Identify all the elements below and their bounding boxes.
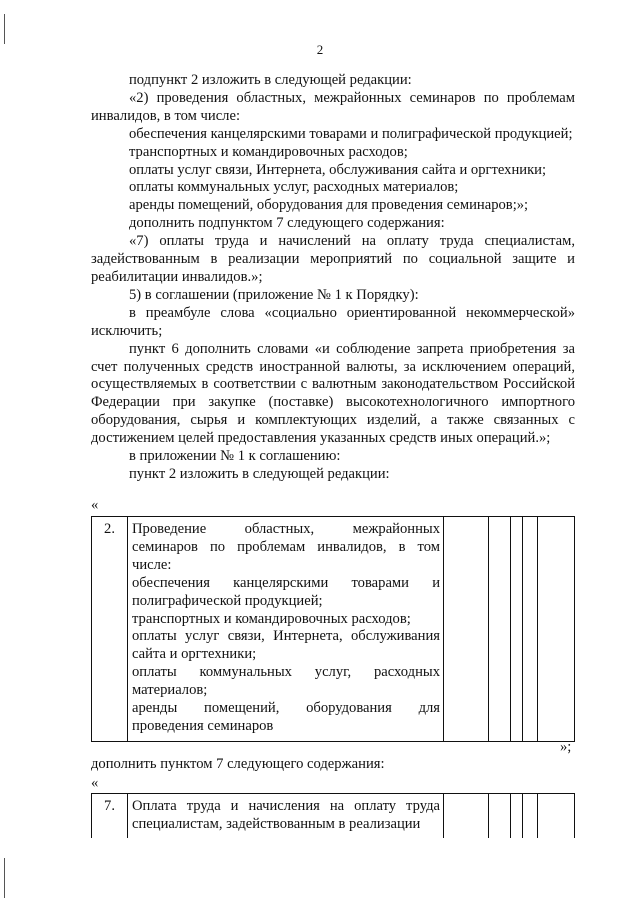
item-content: Оплата труда и начисления на оплату труда специалистам, задействованным в реализации: [128, 794, 444, 839]
paragraph: в приложении № 1 к соглашению:: [129, 448, 341, 465]
item-line: обеспечения канцелярскими товарами и полиграфической продукцией;: [132, 574, 440, 609]
paragraph: подпункт 2 изложить в следующей редакции:: [129, 72, 412, 88]
table-row: [92, 794, 575, 839]
paragraph: обеспечения канцелярскими товарами и полиграфической продукцией;: [129, 125, 573, 142]
empty-cell: [489, 794, 511, 839]
paragraph: в преамбуле слова «социально ориентированной некоммерческой» исключить;: [91, 304, 575, 339]
empty-cell: [511, 794, 523, 839]
open-quote: «: [91, 497, 99, 513]
paragraph: 5) в соглашении (приложение № 1 к Порядку):: [129, 286, 419, 303]
empty-cell: [511, 517, 523, 742]
paragraph: транспортных и командировочных расходов;: [129, 143, 408, 160]
empty-cell: [538, 794, 575, 839]
table-row: [92, 517, 575, 742]
table-item-7: [91, 793, 575, 838]
paragraph: пункт 6 дополнить словами «и соблюдение запрета приобретения за счет полученных средств иностранной валюты, за исключением операций, осуществляемых в соответствии с валютным законодательством Российской Федерации при закупке (поставке) высокотехнологичного импортного оборудования, сырья и комплектующих изделий, а также связанных с достижением целей предоставления указанных средств иных операций.»;: [91, 340, 575, 447]
empty-cell: [538, 517, 575, 742]
paragraph: аренды помещений, оборудования для проведения семинаров;»;: [129, 197, 529, 214]
empty-cell: [444, 794, 489, 839]
paragraph: «7) оплаты труда и начислений на оплату труда специалистам, задействованным в реализации мероприятий по социальной защите и реабилитации инвалидов.»;: [91, 233, 575, 285]
table-item-2: [91, 516, 575, 742]
paragraph: пункт 2 изложить в следующей редакции:: [129, 465, 390, 482]
paragraph: дополнить подпунктом 7 следующего содержания:: [129, 215, 445, 232]
scan-edge-mark: [4, 858, 5, 898]
item-line: оплаты услуг связи, Интернета, обслуживания сайта и оргтехники;: [132, 628, 440, 663]
open-quote: «: [91, 775, 99, 791]
item-line: Проведение областных, межрайонных семинаров по проблемам инвалидов, в том числе:: [132, 521, 440, 573]
empty-cell: [489, 517, 511, 742]
item-content: [128, 517, 444, 742]
closing-quote: »;: [560, 739, 572, 755]
item-number: 7.: [92, 794, 128, 839]
paragraph: «2) проведения областных, межрайонных семинаров по проблемам инвалидов, в том числе:: [91, 89, 575, 124]
page-number: 2: [316, 42, 324, 57]
item-number: 2.: [92, 517, 128, 742]
paragraph: дополнить пунктом 7 следующего содержания:: [91, 756, 385, 772]
paragraph: оплаты услуг связи, Интернета, обслуживания сайта и оргтехники;: [129, 161, 547, 178]
item-line: транспортных и командировочных расходов;: [132, 610, 411, 627]
empty-cell: [444, 517, 489, 742]
empty-cell: [523, 517, 538, 742]
item-line: оплаты коммунальных услуг, расходных материалов;: [132, 664, 440, 699]
empty-cell: [523, 794, 538, 839]
scan-edge-mark: [4, 14, 5, 44]
body-text: [91, 72, 575, 484]
item-line: аренды помещений, оборудования для проведения семинаров: [132, 700, 440, 734]
paragraph: оплаты коммунальных услуг, расходных материалов;: [129, 179, 459, 196]
